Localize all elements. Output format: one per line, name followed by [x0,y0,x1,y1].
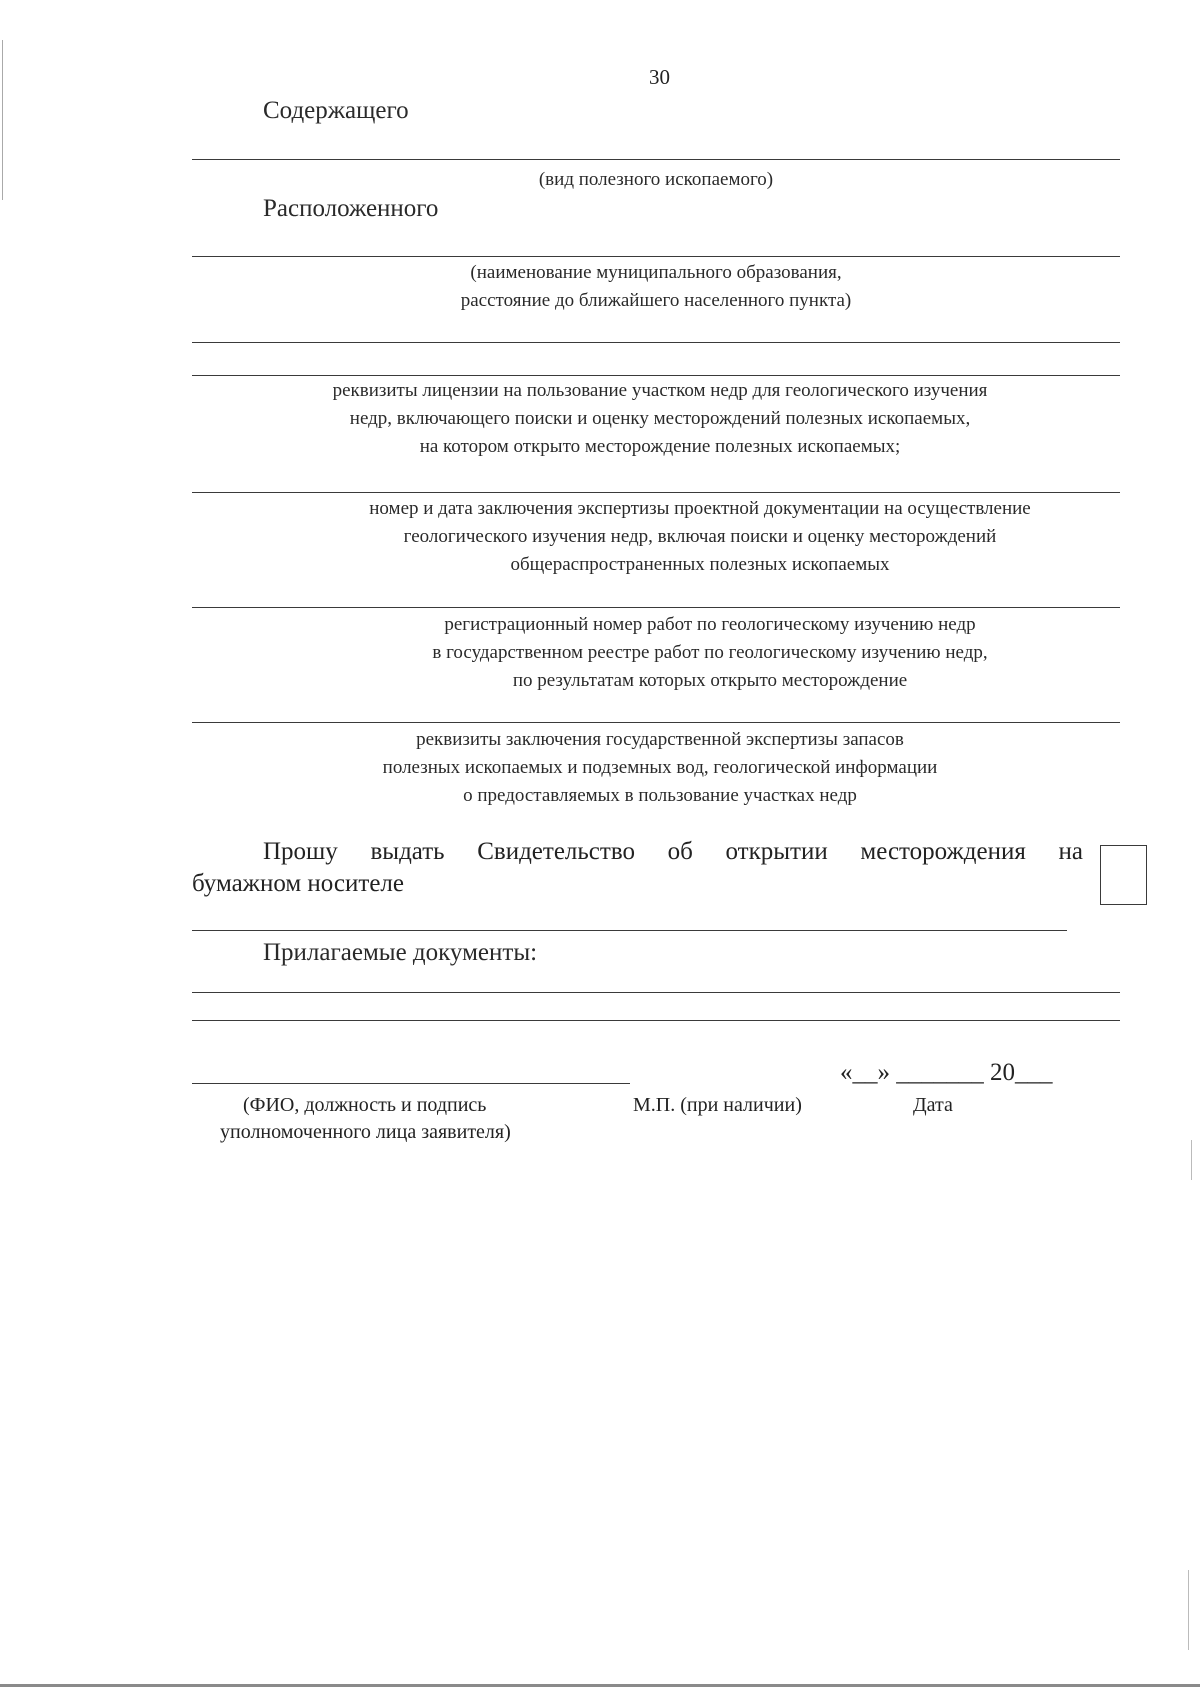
attached-documents-label: Прилагаемые документы: [263,939,538,966]
mineral-type-caption: (вид полезного ископаемого) [538,169,774,190]
located-line[interactable] [192,256,1120,257]
registration-caption-line-1: регистрационный номер работ по геологическому изучению недр [444,614,976,635]
request-underline[interactable] [192,930,1067,931]
license-caption-line-2: недр, включающего поиски и оценку месторождений полезных ископаемых, [349,408,971,429]
request-line-2: бумажном носителе [192,870,404,897]
license-caption-line-1: реквизиты лицензии на пользование участком недр для геологического изучения [332,380,988,401]
date-field[interactable]: «__» _______ 20___ [840,1059,1053,1086]
registration-caption-line-3: по результатам которых открыто месторождение [512,670,908,691]
scan-edge-mark [1188,1570,1189,1650]
municipality-caption [192,259,1120,315]
license-caption-line-3: на котором открыто месторождение полезных ископаемых; [419,436,901,457]
request-line-1: Прошу выдать Свидетельство об открытии месторождения на [263,838,1083,865]
expertise-caption-line-3: общераспространенных полезных ископаемых [510,554,890,575]
expertise-caption [270,495,1130,579]
paper-copy-checkbox[interactable] [1100,845,1147,905]
reserves-caption-line-2: полезных ископаемых и подземных вод, геологической информации [382,757,938,778]
reserves-caption-line-3: о предоставляемых в пользование участках недр [463,785,857,806]
date-caption: Дата [913,1094,953,1116]
municipality-caption-line-2: расстояние до ближайшего населенного пункта) [460,290,852,311]
expertise-line[interactable] [192,492,1120,493]
reserves-caption [250,726,1070,810]
containing-label: Содержащего [263,97,409,124]
fio-caption-line-1: (ФИО, должность и подпись [243,1094,487,1116]
license-line-2[interactable] [192,375,1120,376]
located-label: Расположенного [263,195,439,222]
municipality-caption-line-1: (наименование муниципального образования, [470,262,842,283]
containing-line[interactable] [192,159,1120,160]
reserves-caption-line-1: реквизиты заключения государственной экспертизы запасов [416,729,904,750]
attached-documents-line-2[interactable] [192,1020,1120,1021]
signature-line[interactable] [192,1083,630,1084]
registration-caption-line-2: в государственном реестре работ по геологическому изучению недр, [432,642,988,663]
attached-documents-line-1[interactable] [192,992,1120,993]
scan-bottom-edge [0,1684,1200,1687]
scan-edge-mark [1191,1140,1192,1180]
stamp-caption: М.П. (при наличии) [633,1094,802,1116]
page-number: 30 [649,65,670,89]
registration-caption [300,611,1120,695]
expertise-caption-line-2: геологического изучения недр, включая поиски и оценку месторождений [403,526,997,547]
registration-line[interactable] [192,607,1120,608]
fio-caption-line-2: уполномоченного лица заявителя) [220,1121,511,1143]
scan-edge-mark [2,40,3,200]
expertise-caption-line-1: номер и дата заключения экспертизы проектной документации на осуществление [369,498,1031,519]
reserves-line[interactable] [192,722,1120,723]
license-details-caption [200,377,1120,461]
license-line-1[interactable] [192,342,1120,343]
